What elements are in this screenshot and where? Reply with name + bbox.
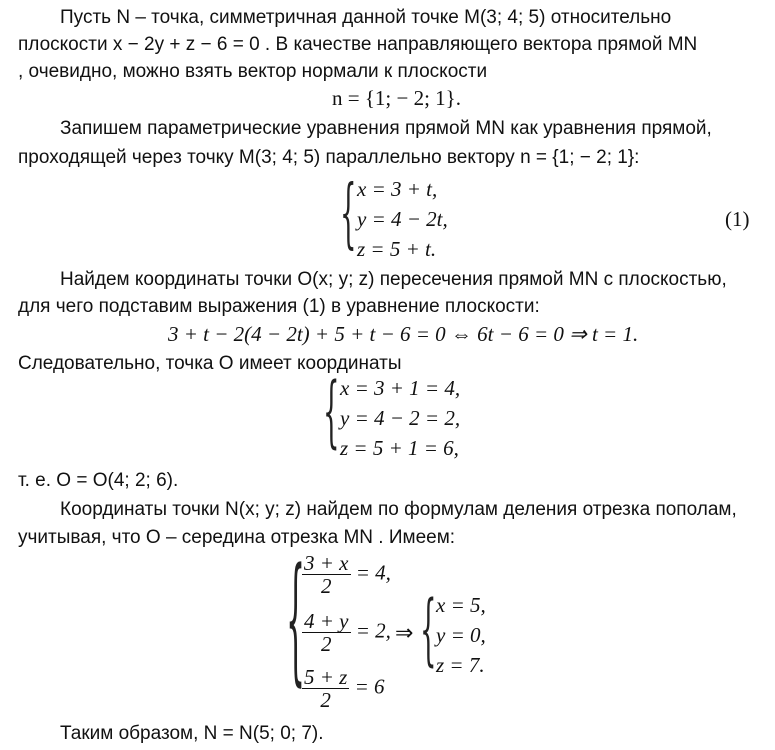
normal-vector: n = {1; − 2; 1}. xyxy=(332,86,462,110)
fraction-rhs: = 6 xyxy=(354,674,385,699)
fraction-row xyxy=(302,666,385,711)
fraction-numerator: 4 + y xyxy=(304,609,349,633)
fraction-row xyxy=(302,552,391,597)
equation-number: (1) xyxy=(725,207,750,231)
p4-line1: Координаты точки N(x; y; z) найдем по формулам деления отрезка пополам, xyxy=(60,499,737,520)
system4-row: y = 0, xyxy=(436,623,486,647)
p1-line2: плоскости x − 2y + z − 6 = 0 . В качестве направляющего вектора прямой MN xyxy=(18,34,698,55)
fraction-numerator: 5 + z xyxy=(304,665,348,689)
system1-row: z = 5 + t. xyxy=(357,237,437,261)
system1-row: x = 3 + t, xyxy=(357,177,438,201)
fraction-denominator: 2 xyxy=(321,632,332,656)
system1-brace: { xyxy=(340,172,357,259)
fraction xyxy=(302,610,351,655)
system3-brace: { xyxy=(286,542,306,703)
p3-line3: Следовательно, точка O имеет координаты xyxy=(18,353,402,374)
p4-line2: учитывая, что O – середина отрезка MN . Имеем: xyxy=(18,527,456,548)
substitution-equation: 3 + t − 2(4 − 2t) + 5 + t − 6 = 0 ⇔ 6t − 6 = 0 ⇒ t = 1. xyxy=(168,322,639,346)
p3-line1: Найдем координаты точки O(x; y; z) пересечения прямой MN с плоскостью, xyxy=(60,269,727,290)
fraction-rhs: = 4, xyxy=(355,560,391,585)
fraction xyxy=(302,552,351,597)
final-answer: Таким образом, N = N(5; 0; 7). xyxy=(60,723,324,744)
fraction xyxy=(302,666,349,711)
fraction-denominator: 2 xyxy=(321,574,332,598)
implies-arrow: ⇒ xyxy=(395,620,414,645)
p2-line2: проходящей через точку M(3; 4; 5) параллельно вектору n = {1; − 2; 1}: xyxy=(18,147,640,168)
p3-line4: т. е. O = O(4; 2; 6). xyxy=(18,470,179,491)
p1-line1: Пусть N – точка, симметричная данной точке M(3; 4; 5) относительно xyxy=(60,7,672,28)
system2-row: z = 5 + 1 = 6, xyxy=(340,436,459,460)
fraction-denominator: 2 xyxy=(320,688,331,712)
system2-brace: { xyxy=(323,369,340,459)
p3-line2: для чего подставим выражения (1) в уравнение плоскости: xyxy=(18,296,540,317)
system1-row: y = 4 − 2t, xyxy=(357,207,448,231)
system2-row: x = 3 + 1 = 4, xyxy=(340,376,461,400)
fraction-row xyxy=(302,610,391,655)
fraction-rhs: = 2, xyxy=(355,618,391,643)
p2-line1: Запишем параметрические уравнения прямой MN как уравнения прямой, xyxy=(60,118,712,139)
fraction-numerator: 3 + x xyxy=(304,551,349,575)
system4-brace: { xyxy=(420,587,437,677)
system2-row: y = 4 − 2 = 2, xyxy=(340,406,461,430)
system4-row: z = 7. xyxy=(436,653,485,677)
system4-row: x = 5, xyxy=(436,593,486,617)
p1-line3: , очевидно, можно взять вектор нормали к плоскости xyxy=(18,61,488,82)
